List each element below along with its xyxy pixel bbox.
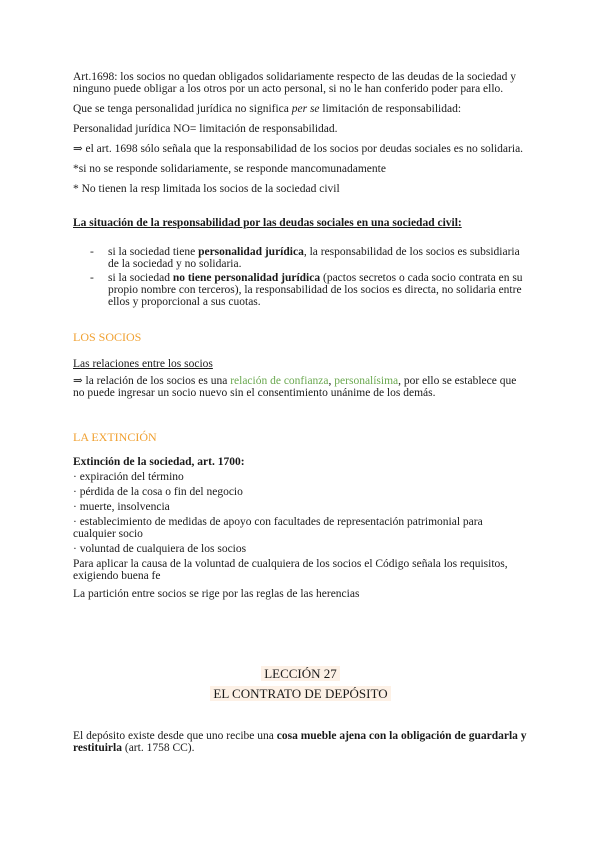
text-segment: si la sociedad tiene <box>108 246 199 258</box>
paragraph-deposito <box>73 730 528 754</box>
list-item: · pérdida de la cosa o fin del negocio <box>73 486 243 498</box>
list-item: · voluntad de cualquiera de los socios <box>73 543 247 555</box>
responsabilidad-list <box>73 246 528 308</box>
paragraph-mancomunada: *si no se responde solidariamente, se responde mancomunadamente <box>73 163 386 175</box>
paragraph-sociedad-civil: * No tienen la resp limitada los socios de la sociedad civil <box>73 183 340 195</box>
list-item <box>90 272 528 308</box>
subheading-relaciones: Las relaciones entre los socios <box>73 358 213 370</box>
paragraph-relaciones <box>73 375 528 399</box>
bold-text: cosa mueble ajena con la obligación de guardarla y restituirla <box>73 730 527 754</box>
text-segment: , <box>328 375 335 387</box>
text-segment: si la sociedad <box>108 272 173 284</box>
dash-bullet: - <box>90 246 94 258</box>
emphasis-per-se: per se <box>291 103 320 115</box>
highlight-green-text: personalísima <box>334 375 399 387</box>
lesson-title-text: EL CONTRATO DE DEPÓSITO <box>210 686 390 701</box>
list-item: · expiración del término <box>73 471 184 483</box>
text-segment: Que se tenga personalidad jurídica no significa <box>73 103 292 115</box>
bold-text: personalidad jurídica <box>198 246 304 258</box>
section-heading-extincion: LA EXTINCIÓN <box>73 430 157 444</box>
section-heading-socios: LOS SOCIOS <box>73 330 142 344</box>
paragraph-no-limitacion: Personalidad jurídica NO= limitación de responsabilidad. <box>73 123 338 135</box>
text-segment: (art. 1758 CC). <box>121 742 195 754</box>
text-segment: , la responsabilidad de los socios es subsidiaria de la sociedad y no solidaria. <box>108 246 520 270</box>
list-item: · establecimiento de medidas de apoyo con facultades de representación patrimonial para cualquier socio <box>73 516 483 540</box>
paragraph-causa-voluntad: Para aplicar la causa de la voluntad de cualquiera de los socios el Código señala los requisitos, exigiendo buena fe <box>73 558 508 582</box>
text-segment: El depósito existe desde que uno recibe una <box>73 730 277 742</box>
extincion-list <box>73 471 528 555</box>
bold-text: no tiene personalidad jurídica <box>172 272 321 284</box>
paragraph-art-1698: Art.1698: los socios no quedan obligados solidariamente respecto de las deudas de la sociedad y ninguno puede obligar a los otros por un acto personal, si no le han conferido poder para ello. <box>73 71 516 95</box>
text-segment: (pactos secretos o cada socio contrata en su propio nombre con terceros), la responsabilidad de los socios es directa, no solidaria entre ellos y proporcional a sus cuotas. <box>108 272 523 308</box>
text-segment: , por ello se establece que no puede ingresar un socio nuevo sin el consentimiento unánime de los demás. <box>73 375 517 399</box>
text-segment: limitación de responsabilidad: <box>319 103 462 115</box>
lesson-title <box>73 685 528 702</box>
heading-responsabilidad: La situación de la responsabilidad por las deudas sociales en una sociedad civil: <box>73 217 462 229</box>
paragraph-personalidad <box>73 103 528 115</box>
paragraph-no-solidaria: ⇒ el art. 1698 sólo señala que la responsabilidad de los socios por deudas sociales es no solidaria. <box>73 143 524 155</box>
list-item: · muerte, insolvencia <box>73 501 170 513</box>
lesson-number-text: LECCIÓN 27 <box>261 666 340 681</box>
document-content <box>73 71 528 754</box>
dash-bullet: - <box>90 272 94 284</box>
lesson-number <box>73 665 528 682</box>
list-item <box>90 246 528 270</box>
highlight-green-text: relación de confianza <box>230 375 329 387</box>
extincion-title: Extinción de la sociedad, art. 1700: <box>73 456 245 468</box>
paragraph-particion: La partición entre socios se rige por las reglas de las herencias <box>73 588 360 600</box>
text-segment: ⇒ la relación de los socios es una <box>73 375 231 387</box>
